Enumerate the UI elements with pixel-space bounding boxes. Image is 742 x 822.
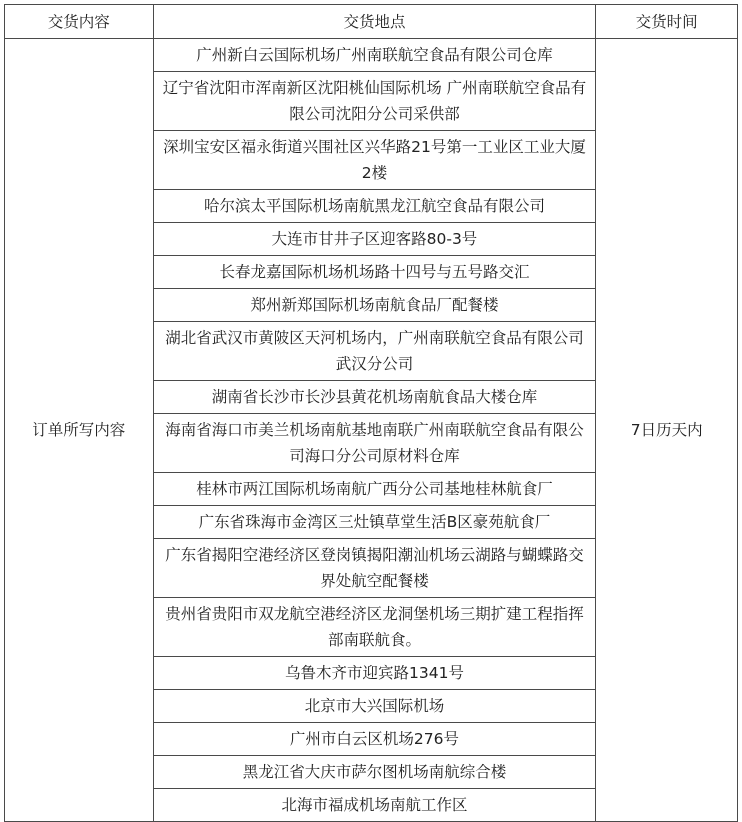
location-cell: 北海市福成机场南航工作区 <box>153 789 596 822</box>
header-location: 交货地点 <box>153 5 596 39</box>
location-cell: 广州市白云区机场276号 <box>153 723 596 756</box>
location-cell: 广州新白云国际机场广州南联航空食品有限公司仓库 <box>153 39 596 72</box>
location-cell: 黑龙江省大庆市萨尔图机场南航综合楼 <box>153 756 596 789</box>
location-cell: 北京市大兴国际机场 <box>153 690 596 723</box>
delivery-table <box>4 4 738 822</box>
location-cell: 辽宁省沈阳市浑南新区沈阳桃仙国际机场 广州南联航空食品有限公司沈阳分公司采供部 <box>153 72 596 131</box>
table-row <box>5 39 738 72</box>
location-cell: 大连市甘井子区迎客路80-3号 <box>153 223 596 256</box>
location-cell: 贵州省贵阳市双龙航空港经济区龙洞堡机场三期扩建工程指挥部南联航食。 <box>153 598 596 657</box>
content-cell: 订单所写内容 <box>5 39 154 822</box>
header-row <box>5 5 738 39</box>
location-cell: 哈尔滨太平国际机场南航黑龙江航空食品有限公司 <box>153 190 596 223</box>
header-time: 交货时间 <box>596 5 738 39</box>
location-cell: 深圳宝安区福永街道兴围社区兴华路21号第一工业区工业大厦2楼 <box>153 131 596 190</box>
header-content: 交货内容 <box>5 5 154 39</box>
time-cell: 7日历天内 <box>596 39 738 822</box>
location-cell: 广东省珠海市金湾区三灶镇草堂生活B区豪苑航食厂 <box>153 506 596 539</box>
location-cell: 湖北省武汉市黄陂区天河机场内，广州南联航空食品有限公司武汉分公司 <box>153 322 596 381</box>
location-cell: 乌鲁木齐市迎宾路1341号 <box>153 657 596 690</box>
location-cell: 郑州新郑国际机场南航食品厂配餐楼 <box>153 289 596 322</box>
location-cell: 桂林市两江国际机场南航广西分公司基地桂林航食厂 <box>153 473 596 506</box>
location-cell: 长春龙嘉国际机场机场路十四号与五号路交汇 <box>153 256 596 289</box>
location-cell: 广东省揭阳空港经济区登岗镇揭阳潮汕机场云湖路与蝴蝶路交界处航空配餐楼 <box>153 539 596 598</box>
location-cell: 湖南省长沙市长沙县黄花机场南航食品大楼仓库 <box>153 381 596 414</box>
location-cell: 海南省海口市美兰机场南航基地南联广州南联航空食品有限公司海口分公司原材料仓库 <box>153 414 596 473</box>
